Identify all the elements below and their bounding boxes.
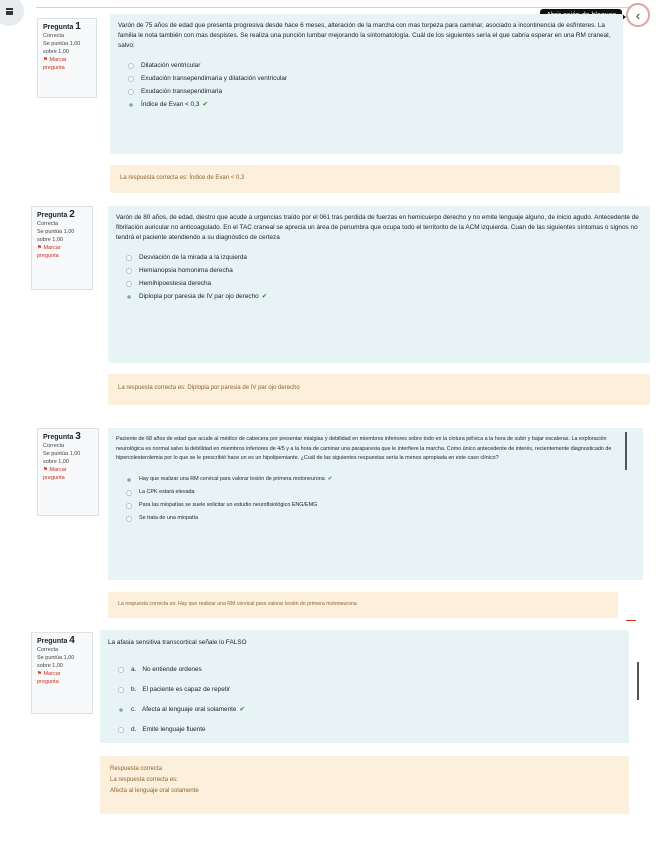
question-1-content — [110, 14, 623, 154]
chevron-left-icon: ‹ — [635, 7, 641, 23]
checkmark-icon: ✔ — [327, 476, 333, 483]
hamburger-icon — [6, 8, 13, 15]
answer-option[interactable]: La CPK estará elevada — [116, 487, 635, 500]
radio-selected-icon[interactable] — [118, 707, 124, 713]
flag-question-link[interactable]: ⚑ Marcar pregunta — [37, 671, 61, 685]
menu-toggle-button[interactable] — [0, 0, 24, 26]
question-status: Correcta — [37, 647, 59, 653]
answer-option[interactable]: Se trata de una miopatía — [116, 513, 635, 526]
flag-question-link[interactable]: ⚑ Marcar pregunta — [43, 467, 67, 481]
question-score: Se puntúa 1,00 — [37, 655, 75, 661]
question-status: Correcta — [43, 443, 65, 449]
feedback-answer: Afecta al lenguaje oral solamente — [110, 788, 199, 794]
question-score-out: sobre 1,00 — [43, 49, 69, 55]
scroll-indicator — [637, 662, 639, 700]
open-block-drawer-button[interactable] — [626, 3, 650, 27]
question-status: Correcta — [43, 33, 65, 39]
checkmark-icon: ✔ — [202, 100, 208, 108]
question-score: Se puntúa 1,00 — [43, 451, 81, 457]
radio-icon[interactable] — [126, 516, 132, 522]
answer-option[interactable]: a. No entiende ordenes — [108, 660, 621, 680]
answer-option[interactable]: Para las miopatías se suele solicitar un estudio neurofisiológico ENG/EMG — [116, 500, 635, 513]
question-status: Correcta — [37, 221, 59, 227]
radio-icon[interactable] — [126, 281, 132, 287]
question-number: Pregunta 4 — [37, 635, 75, 646]
answer-option[interactable]: Hemianopsia homonima derecha — [116, 264, 642, 277]
radio-selected-icon[interactable] — [126, 294, 132, 300]
radio-icon[interactable] — [118, 667, 124, 673]
radio-icon[interactable] — [128, 76, 134, 82]
question-1-info — [37, 18, 97, 98]
header-divider — [36, 7, 646, 8]
answer-option[interactable]: Índice de Evan < 0,3 ✔ — [118, 98, 615, 111]
answer-option[interactable]: d. Emite lenguaje fluente — [108, 720, 621, 740]
question-2-info — [31, 206, 93, 290]
question-4-info — [31, 632, 93, 714]
question-4-content — [100, 630, 629, 743]
question-4-feedback — [100, 756, 629, 814]
radio-icon[interactable] — [126, 503, 132, 509]
question-3-feedback: La respuesta correcta es: Hay que realizar una RM cervical para valorar lesión de primera motoneurona — [108, 592, 618, 618]
question-2-feedback: La respuesta correcta es: Diplopia por paresia de IV par ojo derecho — [108, 374, 650, 405]
question-text: Paciente de 68 años de edad que acude al médico de cabecera por presentar mialgias y debilidad en miembros inferiores sobre todo en la cintura pélvica a la hora de subir y bajar escaleras. La exploración neurológica es normal salvo la debilidad en miembros inferiores de 4/5 y a la hora de caminar una paraparesia que le interfiere la marcha. Como único antecedente de interés, recientemente diagnosticado de hipercolesterolemia por lo que se le prescribió hace un es un hipolipemiante. ¿Cuál de las siguientes respuestas sería la menos apropiada en este caso clínico? — [116, 436, 612, 461]
radio-selected-icon[interactable] — [128, 102, 134, 108]
feedback-title: Respuesta correcta — [110, 766, 163, 772]
question-text: Varón de 75 años de edad que presenta progresiva desde hace 6 meses, alteración de la marcha con mas torpeza para caminar, asociado a incontinencia de esfínteres. La familia le nota también con mas despistes. Se realiza una punción lumbar mejorando la sintomatología. Cuál de los siguientes sería el que cabría esperar en una RM craneal, salvo: — [118, 22, 611, 49]
radio-icon[interactable] — [118, 727, 124, 733]
answer-option[interactable]: Hemihipoestesia derecha — [116, 277, 642, 290]
radio-icon[interactable] — [126, 268, 132, 274]
answer-option[interactable]: c. Afecta al lenguaje oral solamente ✔ — [108, 700, 621, 720]
red-marker — [626, 620, 636, 621]
question-3-content — [108, 428, 643, 580]
question-number: Pregunta 3 — [43, 431, 81, 442]
question-score: Se puntúa 1,00 — [43, 41, 81, 47]
answer-option[interactable]: Desviación de la mirada a la izquierda — [116, 251, 642, 264]
answer-option[interactable]: Dilatación ventricular — [118, 59, 615, 72]
flag-question-link[interactable]: ⚑ Marcar pregunta — [37, 245, 61, 259]
question-score-out: sobre 1,00 — [43, 459, 69, 465]
question-number: Pregunta 1 — [43, 21, 81, 32]
question-score: Se puntúa 1,00 — [37, 229, 75, 235]
answer-option[interactable]: Exudación transependimaria — [118, 85, 615, 98]
question-3-info — [37, 428, 99, 516]
answer-option[interactable]: Diplopia por paresia de IV par ojo derecho ✔ — [116, 290, 642, 303]
question-number: Pregunta 2 — [37, 209, 75, 220]
checkmark-icon: ✔ — [239, 706, 245, 713]
radio-icon[interactable] — [128, 63, 134, 69]
scroll-indicator — [625, 432, 627, 470]
feedback-line: La respuesta correcta es: — [110, 777, 178, 783]
flag-question-link[interactable]: ⚑ Marcar pregunta — [43, 57, 67, 71]
radio-icon[interactable] — [126, 490, 132, 496]
radio-selected-icon[interactable] — [126, 477, 132, 483]
question-score-out: sobre 1,00 — [37, 237, 63, 243]
answer-option[interactable]: Exudación transependimaria y dilatación ventricular — [118, 72, 615, 85]
radio-icon[interactable] — [126, 255, 132, 261]
radio-icon[interactable] — [118, 687, 124, 693]
question-1-feedback: La respuesta correcta es: Índice de Evan < 0,3 — [110, 165, 620, 193]
question-text: La afasia sensitiva transcortical señale lo FALSO — [108, 639, 247, 646]
question-text: Varón de 80 años, de edad, diestro que acude a urgencias traído por el 061 tras perdida de fuerzas en hemicuerpo derecho y no emite lenguaje alguno, de inicio agudo. Antecedente de fibrilación auricular no anticoagulado. En el TAC craneal se aprecia un área de penumbra que ocupa todo el territorito de la ACM izquierda. Cuan de las siguientes síntomas o signos no tendrá el paciente atendiendo a su diagnóstico de certeza — [116, 214, 639, 241]
question-2-content — [108, 206, 650, 363]
answer-option[interactable]: b. El paciente es capaz de repetir — [108, 680, 621, 700]
checkmark-icon: ✔ — [261, 292, 268, 300]
question-score-out: sobre 1,00 — [37, 663, 63, 669]
answer-option[interactable]: Hay que realizar una RM cervical para valorar lesión de primera motoneurona ✔ — [116, 474, 635, 487]
radio-icon[interactable] — [128, 89, 134, 95]
